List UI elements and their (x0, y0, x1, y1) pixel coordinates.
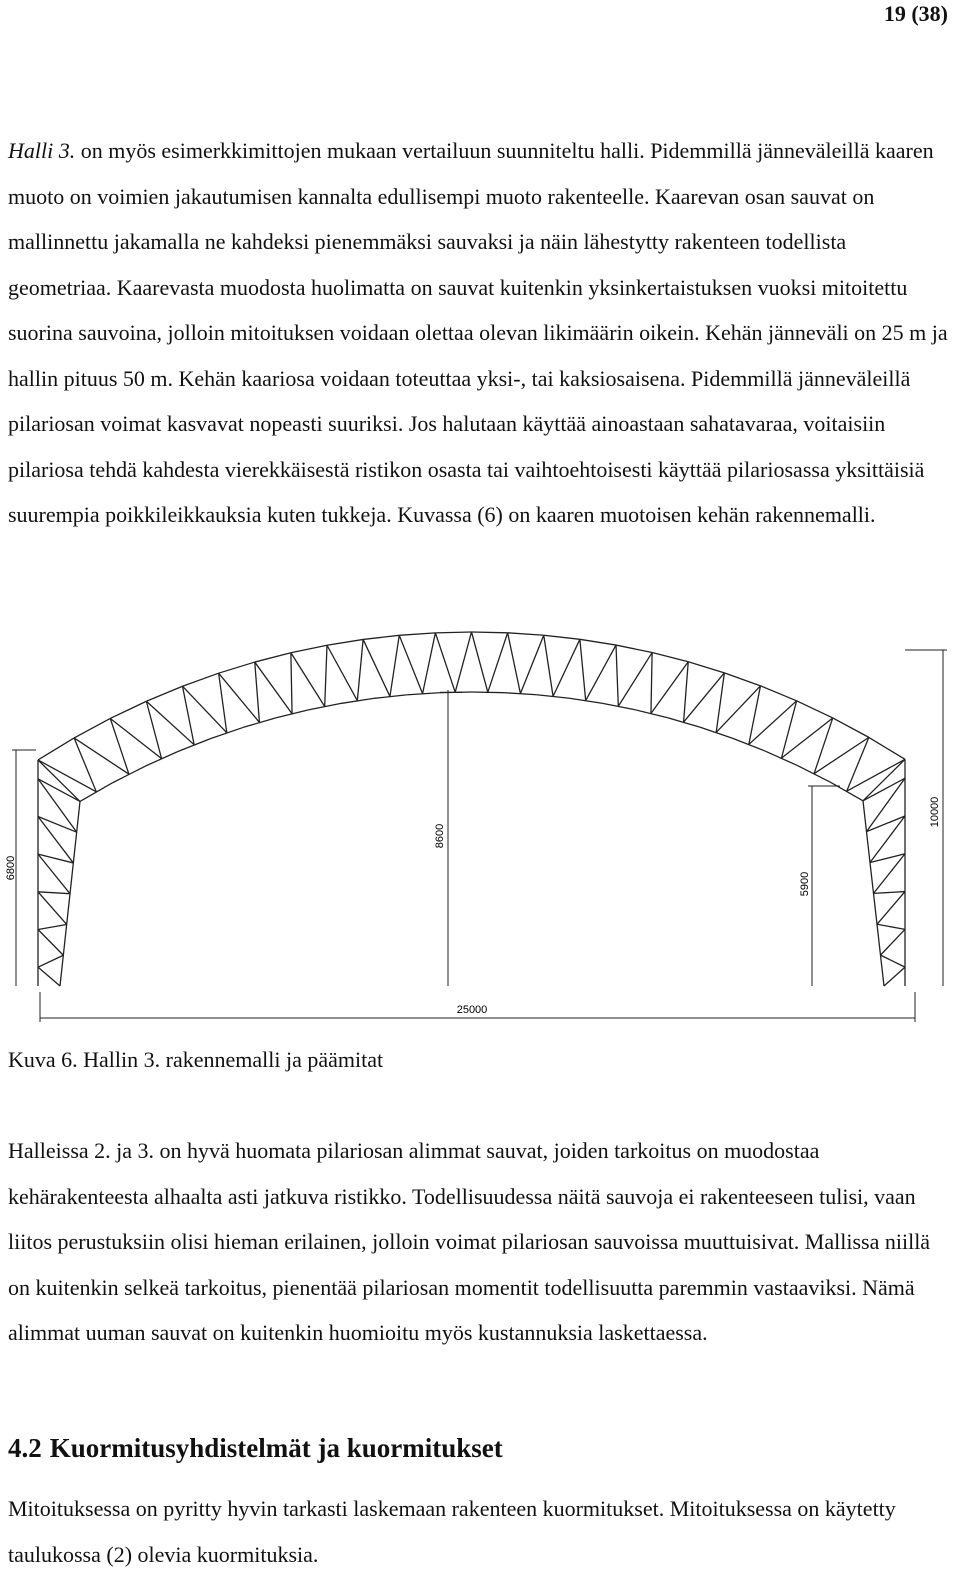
end-post (38, 760, 80, 801)
top-chord-member (833, 718, 869, 737)
web-diagonal (455, 632, 471, 692)
top-chord-member (38, 738, 74, 760)
bottom-chord-member (178, 739, 211, 752)
web-diagonal (616, 645, 618, 706)
top-chord-member (761, 686, 797, 701)
web-diagonal (544, 635, 553, 696)
paragraph-halli-3 (8, 128, 948, 538)
left-pillar-web (38, 967, 60, 986)
left-pillar-web (38, 892, 67, 925)
truss-frame-drawing (0, 628, 960, 1028)
right-pillar-web (874, 892, 906, 894)
paragraph-halleissa: Halleissa 2. ja 3. on hyvä huomata pilariosan alimmat sauvat, joiden tarkoitus on muodostaa kehärakenteesta alhaalta asti jatkuva ristikko. Todellisuudessa näitä sauvoja ei rakenteeseen tulisi, vaan liitos perustuksiin olisi hieman erilainen, jolloin voimat pilariosan sauvoissa muuttuisivat. Mallissa niillä on kuitenkin selkeä tarkoitus, pienentää pilariosan momentit todellisuutta paremmin vastaaviksi. Nämä alimmat uuman sauvat on kuitenkin huomioitu myös kustannuksia laskettaessa. (8, 1138, 931, 1345)
web-diagonal (74, 738, 129, 774)
web-diagonal (618, 653, 652, 707)
top-chord-member (652, 653, 688, 662)
dim-label-left: 6800 (5, 855, 17, 881)
top-chord-member (327, 639, 363, 645)
truss-members (38, 632, 905, 986)
web-diagonal (291, 653, 292, 714)
dim-label-right-total: 10000 (929, 796, 941, 828)
bottom-chord-member (765, 751, 798, 766)
top-chord-member (363, 635, 399, 639)
web-diagonal (586, 645, 616, 701)
left-pillar-web (38, 955, 63, 967)
right-pillar-web (881, 955, 906, 967)
end-post (863, 759, 905, 800)
top-chord-member (183, 673, 219, 686)
web-diagonal (255, 662, 292, 714)
web-diagonal (435, 633, 455, 692)
web-diagonal (110, 718, 161, 758)
web-diagonal (363, 639, 390, 696)
web-diagonal (291, 653, 325, 707)
dim-label-right-inner: 5900 (799, 871, 811, 897)
web-diagonal (520, 635, 543, 693)
right-pillar-web (877, 924, 905, 929)
top-chord-member (688, 662, 724, 673)
section-title: Kuormitusyhdistelmät ja kuormitukset (49, 1433, 503, 1463)
top-chord-member (616, 645, 652, 652)
web-diagonal (814, 718, 833, 774)
web-diagonal (716, 686, 760, 733)
web-diagonal (146, 701, 161, 758)
web-diagonal (325, 645, 327, 706)
top-chord-member (724, 673, 760, 686)
top-chord-member (291, 645, 327, 653)
left-pillar-web (38, 924, 67, 929)
bottom-chord-member (145, 751, 178, 766)
page-number: 19 (38) (883, 1, 948, 26)
left-pillar-web (38, 854, 70, 894)
paragraph-mitoituksessa: Mitoituksessa on pyritty hyvin tarkasti laskemaan rakenteen kuormitukset. Mitoituksessa on käytetty taulukossa (2) olevia kuormituksia. (8, 1496, 896, 1567)
web-diagonal (472, 632, 488, 692)
web-diagonal (488, 633, 508, 692)
bottom-chord-member (113, 766, 146, 783)
left-pillar-web (38, 892, 70, 894)
web-diagonal (651, 662, 688, 714)
right-pillar-web (874, 854, 906, 894)
paragraph-emphasis: Halli 3. (8, 138, 76, 163)
web-diagonal (847, 759, 905, 791)
top-chord-member (544, 635, 580, 639)
web-diagonal (423, 633, 436, 694)
web-diagonal (390, 635, 399, 696)
web-diagonal (651, 653, 652, 714)
section-heading (8, 1428, 503, 1468)
top-chord-member (472, 632, 508, 633)
top-chord-member (74, 718, 110, 737)
web-diagonal (255, 662, 260, 722)
web-diagonal (38, 760, 96, 792)
web-diagonal (684, 662, 689, 722)
top-chord-member (399, 633, 435, 635)
top-chord-member (797, 701, 833, 718)
right-pillar-web (863, 778, 905, 801)
right-pillar-web (877, 892, 905, 925)
figure-caption: Kuva 6. Hallin 3. rakennemalli ja päämitat (8, 1047, 384, 1072)
bottom-chord-member (798, 766, 831, 783)
top-chord-member (508, 633, 544, 635)
top-chord-member (255, 653, 291, 662)
left-pillar-web (38, 779, 80, 802)
web-diagonal (553, 639, 580, 696)
top-chord-member (146, 686, 182, 701)
web-diagonal (781, 701, 796, 758)
top-chord-member (435, 632, 471, 633)
web-diagonal (814, 737, 869, 773)
web-diagonal (327, 645, 357, 700)
top-chord-member (869, 737, 905, 759)
web-diagonal (399, 635, 422, 693)
section-number: 4.2 (8, 1433, 42, 1463)
bottom-chord-member (733, 738, 766, 751)
web-diagonal (357, 639, 363, 700)
left-pillar-web (38, 929, 63, 955)
top-chord-member (110, 701, 146, 718)
top-chord-member (219, 662, 255, 673)
right-pillar-web (881, 929, 906, 955)
paragraph-body: on myös esimerkkimittojen mukaan vertailuun suunniteltu halli. Pidemmillä jänneväleillä kaaren muoto on voimien jakautumisen kannalta edullisempi muoto rakenteelle. Kaarevan osan sauvat on mallinnettu jakamalla ne kahdeksi pienemmäksi sauvaksi ja näin lähestytty rakenteen todellista geometriaa. Kaarevasta muodosta huolimatta on sauvat kuitenkin yksinkertaistuksen vuoksi mitoitettu suorina sauvoina, jolloin mitoituksen voidaan olettaa olevan likimäärin oikein. Kehän jänneväli on 25 m ja hallin pituus 50 m. Kehän kaariosa voidaan toteuttaa yksi-, tai kaksiosaisena. Pidemmillä jänneväleillä pilariosan voimat kasvavat nopeasti suuriksi. Jos halutaan käyttää ainoastaan sahatavaraa, voitaisiin pilariosa tehdä kahdesta vierekkäisestä ristikon osasta tai vaihtoehtoisesti käyttää pilariosassa yksittäisiä suurempia poikkileikkauksia kuten tukkeja. Kuvassa (6) on kaaren muotoisen kehän rakennemalli. (8, 138, 948, 527)
web-diagonal (183, 686, 227, 733)
web-diagonal (781, 718, 832, 758)
web-diagonal (508, 633, 521, 694)
web-diagonal (580, 639, 586, 700)
top-chord-member (580, 639, 616, 645)
web-diagonal (110, 718, 129, 774)
dim-label-span: 25000 (456, 1004, 488, 1016)
dim-label-center: 8600 (434, 823, 446, 849)
right-pillar-web (884, 967, 905, 986)
